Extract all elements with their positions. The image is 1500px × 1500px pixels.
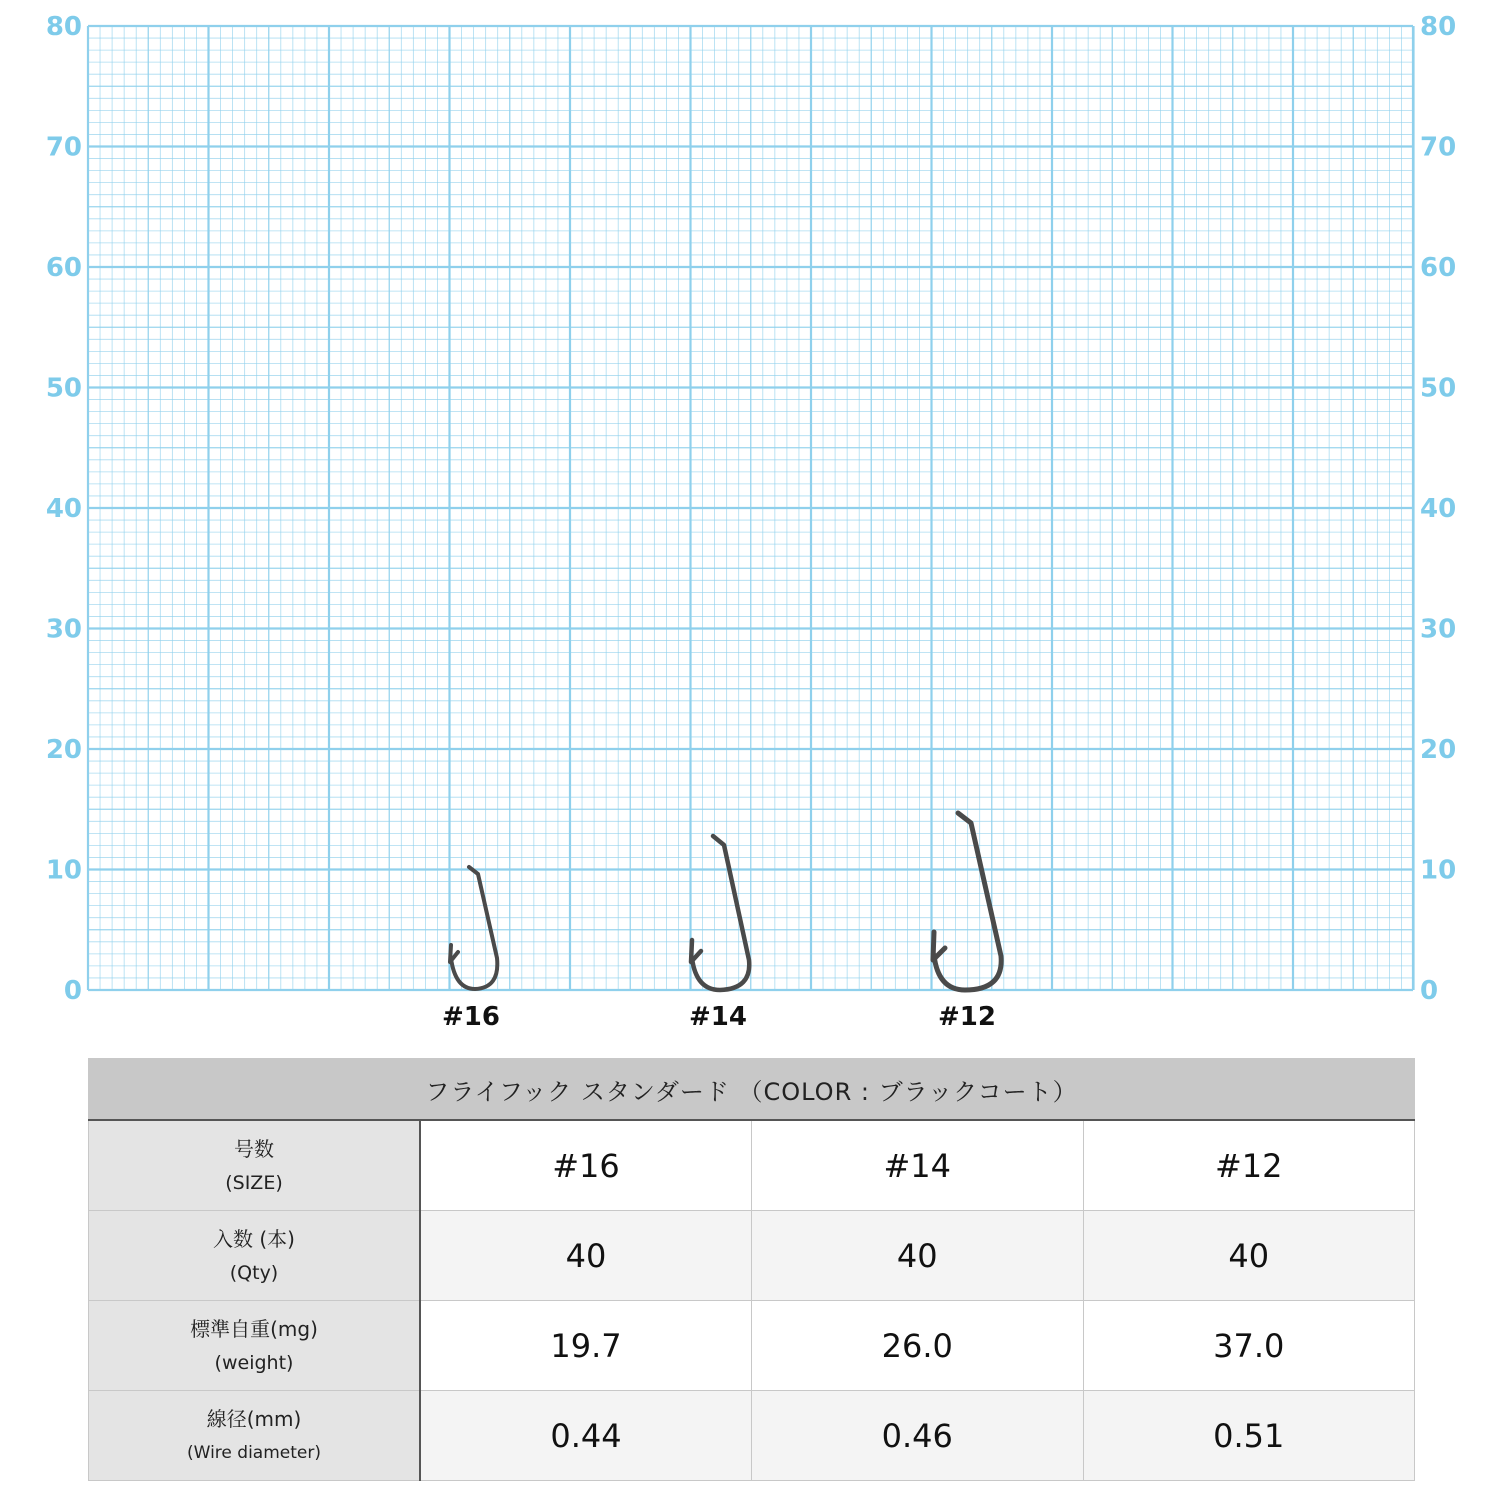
hook-14-label: #14 bbox=[689, 1002, 747, 1032]
cell-weight-16: 19.7 bbox=[420, 1301, 752, 1391]
table-row bbox=[89, 1211, 1415, 1301]
row-head-sub: (weight) bbox=[214, 1351, 294, 1374]
hook-12-label: #12 bbox=[938, 1002, 996, 1032]
right-tick-label: 10 bbox=[1420, 855, 1457, 886]
row-head-label: 入数 (本) bbox=[213, 1226, 295, 1251]
left-tick-label: 60 bbox=[45, 253, 82, 283]
cell-wire-14: 0.46 bbox=[752, 1391, 1084, 1481]
left-tick-label: 70 bbox=[45, 132, 82, 163]
row-head-wire bbox=[89, 1391, 421, 1481]
right-tick-label: 80 bbox=[1420, 12, 1457, 42]
right-tick-label: 30 bbox=[1420, 614, 1457, 645]
cell-qty-16: 40 bbox=[420, 1211, 752, 1301]
left-tick-label: 20 bbox=[45, 735, 82, 765]
row-head-label: 標準自重(mg) bbox=[190, 1316, 318, 1341]
right-scale-labels bbox=[1420, 12, 1456, 1006]
row-head-weight bbox=[89, 1301, 421, 1391]
row-head-sub: (SIZE) bbox=[225, 1171, 283, 1194]
left-tick-label: 40 bbox=[45, 494, 82, 524]
cell-size-12: #12 bbox=[1083, 1120, 1415, 1211]
cell-qty-12: 40 bbox=[1083, 1211, 1415, 1301]
right-tick-label: 50 bbox=[1420, 373, 1457, 404]
hook-14-illustration bbox=[691, 836, 749, 990]
right-tick-label: 60 bbox=[1420, 253, 1457, 283]
right-tick-label: 70 bbox=[1420, 132, 1457, 163]
table-row bbox=[89, 1301, 1415, 1391]
table-row bbox=[89, 1120, 1415, 1211]
row-head-label: 号数 bbox=[234, 1136, 274, 1161]
left-tick-label: 50 bbox=[45, 373, 82, 404]
cell-wire-16: 0.44 bbox=[420, 1391, 752, 1481]
row-head-size bbox=[89, 1120, 421, 1211]
left-scale-labels bbox=[46, 12, 82, 1006]
hook-16-label: #16 bbox=[442, 1002, 500, 1032]
row-head-label: 線径(mm) bbox=[206, 1406, 302, 1431]
left-tick-label: 30 bbox=[45, 614, 82, 645]
row-head-sub: (Wire diameter) bbox=[187, 1442, 321, 1463]
cell-qty-14: 40 bbox=[752, 1211, 1084, 1301]
left-tick-label: 10 bbox=[45, 855, 82, 886]
left-tick-label: 0 bbox=[63, 976, 82, 1006]
table-title: フライフック スタンダード （COLOR : ブラックコート） bbox=[89, 1059, 1415, 1121]
right-tick-label: 20 bbox=[1420, 735, 1457, 765]
left-tick-label: 80 bbox=[45, 12, 82, 42]
row-head-sub: (Qty) bbox=[229, 1261, 279, 1284]
cell-size-14: #14 bbox=[752, 1120, 1084, 1211]
row-head-qty bbox=[89, 1211, 421, 1301]
cell-weight-12: 37.0 bbox=[1083, 1301, 1415, 1391]
cell-weight-14: 26.0 bbox=[752, 1301, 1084, 1391]
right-tick-label: 0 bbox=[1420, 976, 1439, 1006]
cell-size-16: #16 bbox=[420, 1120, 752, 1211]
table-row bbox=[89, 1391, 1415, 1481]
right-tick-label: 40 bbox=[1420, 494, 1457, 524]
spec-table bbox=[88, 1058, 1415, 1481]
cell-wire-12: 0.51 bbox=[1083, 1391, 1415, 1481]
